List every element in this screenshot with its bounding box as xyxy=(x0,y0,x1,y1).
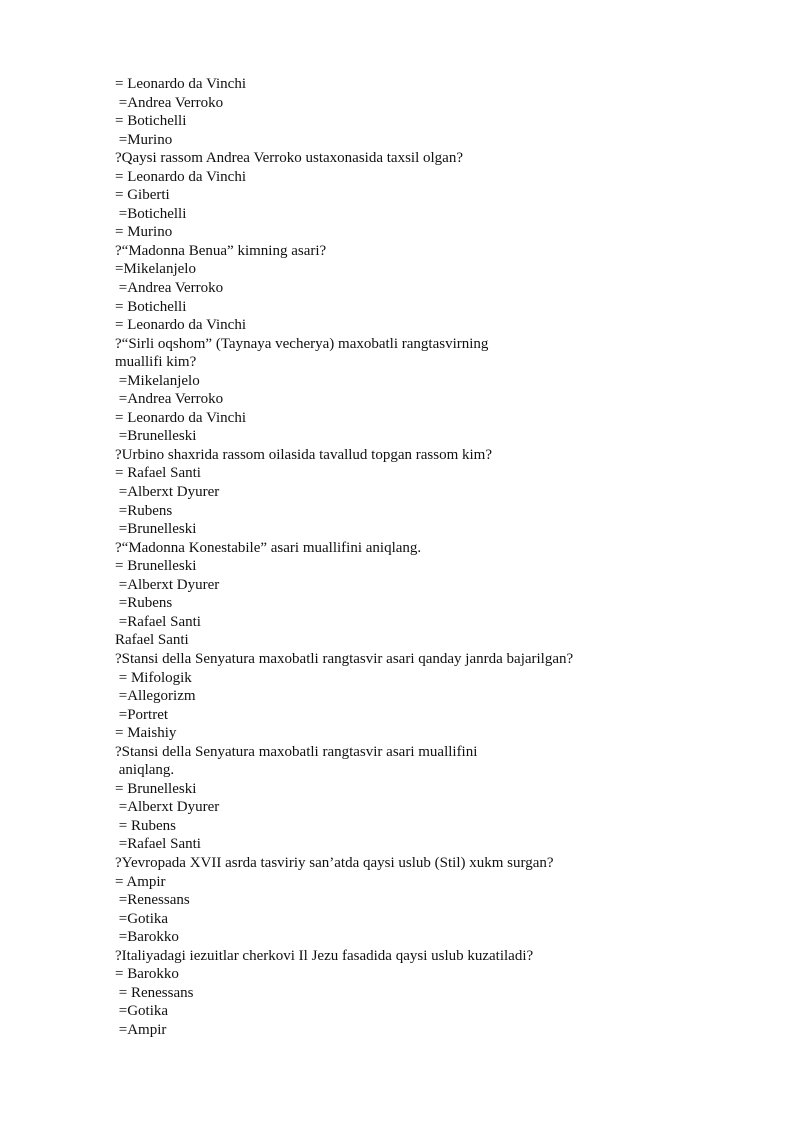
answer-line: =Gotika xyxy=(115,910,169,927)
question-line: ?“Madonna Benua” kimning asari? xyxy=(115,242,327,259)
answer-line: =Mikelanjelo xyxy=(115,372,200,389)
question-line: ?Italiyadagi iezuitlar cherkovi Il Jezu fasadida qaysi uslub kuzatiladi? xyxy=(115,947,534,964)
answer-line: =Mikelanjelo xyxy=(115,261,196,278)
answer-line: =Rafael Santi xyxy=(115,613,201,630)
answer-line: =Barokko xyxy=(115,929,179,946)
answer-line: =Gotika xyxy=(115,1003,169,1020)
answer-line: =Andrea Verroko xyxy=(115,94,224,111)
question-line: ?“Madonna Konestabile” asari muallifini aniqlang. xyxy=(115,539,422,556)
question-line: ?Urbino shaxrida rassom oilasida tavallud topgan rassom kim? xyxy=(115,446,492,463)
question-line: ?Stansi della Senyatura maxobatli rangtasvir asari qanday janrda bajarilgan? xyxy=(115,650,574,667)
answer-line: = Barokko xyxy=(115,966,179,983)
answer-line: =Brunelleski xyxy=(115,521,197,538)
answer-line: = Leonardo da Vinchi xyxy=(115,409,246,426)
answer-line: = Murino xyxy=(115,224,173,241)
answer-line: =Allegorizm xyxy=(115,688,196,705)
question-line: ?Qaysi rassom Andrea Verroko ustaxonasida taxsil olgan? xyxy=(115,150,463,167)
answer-line: = Renessans xyxy=(115,984,194,1001)
answer-line: Rafael Santi xyxy=(115,632,189,649)
answer-line: =Rafael Santi xyxy=(115,836,201,853)
answer-line: =Botichelli xyxy=(115,205,187,222)
answer-line: = Leonardo da Vinchi xyxy=(115,168,246,185)
document-page xyxy=(115,75,755,1039)
answer-line: =Portret xyxy=(115,706,169,723)
answer-line: aniqlang. xyxy=(115,762,175,779)
answer-line: muallifi kim? xyxy=(115,354,197,371)
answer-line: =Renessans xyxy=(115,892,190,909)
answer-line: =Rubens xyxy=(115,595,173,612)
answer-line: =Andrea Verroko xyxy=(115,391,224,408)
answer-line: = Rafael Santi xyxy=(115,465,201,482)
question-line: ?Stansi della Senyatura maxobatli rangtasvir asari muallifini xyxy=(115,743,478,760)
answer-line: = Giberti xyxy=(115,187,170,204)
answer-line: =Alberxt Dyurer xyxy=(115,799,220,816)
answer-line: = Ampir xyxy=(115,873,166,890)
answer-line: = Botichelli xyxy=(115,113,187,130)
answer-line: =Alberxt Dyurer xyxy=(115,484,220,501)
answer-line: =Andrea Verroko xyxy=(115,280,224,297)
answer-line: = Leonardo da Vinchi xyxy=(115,76,246,92)
answer-line: =Brunelleski xyxy=(115,428,197,445)
answer-line: =Murino xyxy=(115,131,173,148)
answer-line: = Maishiy xyxy=(115,725,177,742)
answer-line: = Mifologik xyxy=(115,669,192,686)
answer-line: = Botichelli xyxy=(115,298,187,315)
answer-line: =Ampir xyxy=(115,1021,167,1038)
answer-line: = Brunelleski xyxy=(115,558,197,575)
answer-line: = Rubens xyxy=(115,817,176,834)
question-line: ?“Sirli oqshom” (Taynaya vecherya) maxobatli rangtasvirning xyxy=(115,335,489,352)
answer-line: = Brunelleski xyxy=(115,780,197,797)
question-line: ?Yevropada XVII asrda tasviriy san’atda qaysi uslub (Stil) xukm surgan? xyxy=(115,854,554,871)
answer-line: =Rubens xyxy=(115,502,173,519)
answer-line: = Leonardo da Vinchi xyxy=(115,317,246,334)
answer-line: =Alberxt Dyurer xyxy=(115,576,220,593)
